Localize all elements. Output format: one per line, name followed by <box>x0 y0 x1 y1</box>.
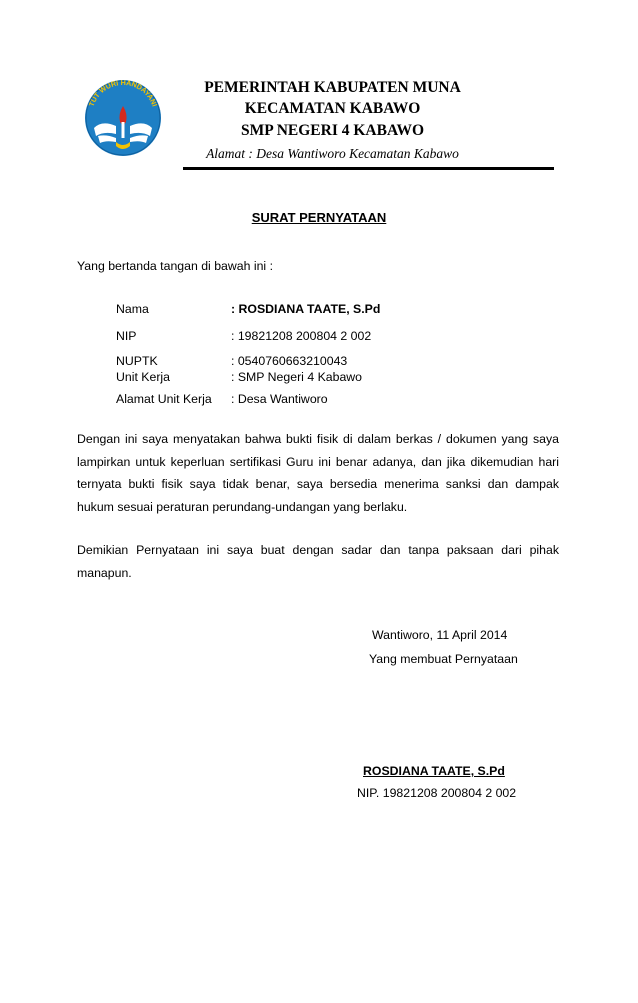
identity-label: Unit Kerja <box>116 370 170 384</box>
letterhead-school: SMP NEGERI 4 KABAWO <box>240 122 424 139</box>
identity-label: Alamat Unit Kerja <box>116 392 212 406</box>
letterhead-district: KECAMATAN KABAWO <box>244 100 421 117</box>
logo-motto: TUT WURI HANDAYANI <box>86 77 160 108</box>
letterhead <box>175 78 490 165</box>
tut-wuri-handayani-emblem-icon <box>82 76 164 164</box>
identity-value: : SMP Negeri 4 Kabawo <box>231 370 363 384</box>
closing-paragraph: Demikian Pernyataan ini saya buat dengan sadar dan tanpa paksaan dari pihak manapun. <box>77 543 559 580</box>
identity-value: : 0540760663210043 <box>231 354 348 368</box>
signatory-name: ROSDIANA TAATE, S.Pd <box>363 764 505 778</box>
letterhead-government: PEMERINTAH KABUPATEN MUNA <box>204 79 461 96</box>
statement-paragraph: Dengan ini saya menyatakan bahwa bukti fisik di dalam berkas / dokumen yang saya lampirkan untuk keperluan sertifikasi Guru ini benar adanya, dan jika dikemudian hari ternyata bukti fisik saya tidak benar, saya bersedia menerima sanksi dan dampak hukum sesuai peraturan perundang-undangan yang berlaku. <box>77 432 559 514</box>
identity-label: Nama <box>116 302 149 316</box>
signatory-nip: NIP. 19821208 200804 2 002 <box>357 786 517 800</box>
intro-text: Yang bertanda tangan di bawah ini : <box>77 259 273 273</box>
letterhead-divider <box>183 167 554 170</box>
identity-label: NIP <box>116 329 137 343</box>
place-date: Wantiworo, 11 April 2014 <box>372 628 508 642</box>
identity-value: : ROSDIANA TAATE, S.Pd <box>231 302 381 316</box>
identity-value: : Desa Wantiworo <box>231 392 328 406</box>
identity-value: : 19821208 200804 2 002 <box>231 329 372 343</box>
identity-label: NUPTK <box>116 354 158 368</box>
letterhead-address: Alamat : Desa Wantiworo Kecamatan Kabawo <box>206 146 459 161</box>
document-title: SURAT PERNYATAAN <box>251 210 387 225</box>
signatory-role: Yang membuat Pernyataan <box>369 652 518 666</box>
